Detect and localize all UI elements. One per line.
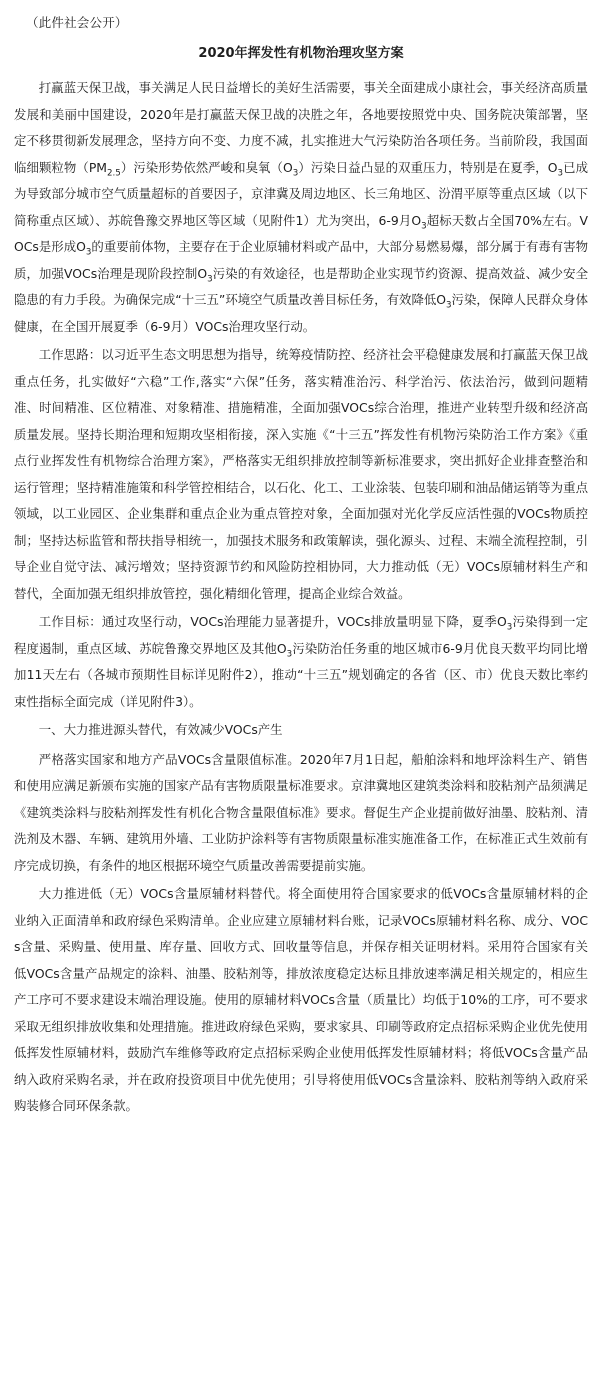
text-run: ）污染日益凸显的双重压力，特别是在夏季，O	[298, 159, 558, 175]
text-run: 严格落实国家和地方产品VOCs含量限值标准。2020年7月1日起，船舶涂料和地坪涂料生产、销售和使用应满足新颁布实施的国家产品有害物质限量标准要求。京津冀地区建筑类涂料和胶粘剂产品须满足《建筑类涂料与胶粘剂挥发性有机化合物含量限值标准》要求。督促生产企业提前做好油墨、胶粘剂、清洗剂及木器、车辆、建筑用外墙、工业防护涂料等有害物质限量标准实施准备工作，在标准正式生效前有序完成切换，有条件的地区根据环境空气质量改善需要提前实施。	[14, 751, 588, 873]
text-run: 工作目标：通过攻坚行动，VOCs治理能力显著提升，VOCs排放量明显下降，夏季O	[38, 614, 507, 629]
section-heading-1	[14, 717, 588, 744]
subscript: 3	[292, 167, 299, 178]
document-title: 2020年挥发性有机物治理攻坚方案	[198, 46, 404, 61]
text-run: 污染防治任务重的地区城市6-9月优良天数平均同比增加11天左右（各城市预期性目标详见附件2），推动“十三五”规划确定的各省（区、市）优良天数比率约束性指标全面完成（详见附件3）。	[14, 640, 588, 709]
subscript: 3	[85, 247, 92, 258]
text-run: 超标天数占全国70%左右。VOCs是形成O	[14, 212, 588, 254]
text-run: 大力推进低（无）VOCs含量原辅材料替代。将全面使用符合国家要求的低VOCs含量原辅材料的企业纳入正面清单和政府绿色采购清单。企业应建立原辅材料台账，记录VOCs原辅材料名称、成分、VOCs含量、采购量、使用量、库存量、回收方式、回收量等信息，并保存相关证明材料。采用符合国家有关低VOCs含量产品规定的涂料、油墨、胶粘剂等，排放浓度稳定达标且排放速率满足相关规定的，相应生产工序可不要求建设末端治理设施。使用的原辅材料VOCs含量（质量比）均低于10%的工序，可不要求采取无组织排放收集和处理措施。推进政府绿色采购，要求家具、印刷等政府定点招标采购企业优先使用低挥发性原辅材料，鼓励汽车维修等政府定点招标采购企业使用低挥发性原辅材料；将低VOCs含量产品纳入政府采购名录，并在政府投资项目中优先使用；引导将使用低VOCs含量涂料、胶粘剂等纳入政府采购装修合同环保条款。	[14, 886, 588, 1113]
subscript: 3	[207, 273, 213, 284]
text-run: 的重要前体物，主要存在于企业原辅材料或产品中，大部分易燃易爆，部分属于有毒有害物质，加强VOCs治理是现阶段控制O	[14, 239, 588, 281]
subscript: 3	[421, 220, 427, 231]
subscript: 3	[506, 622, 513, 633]
text-run: 污染，保障人民群众身体健康，在全国开展夏季（6-9月）VOCs治理攻坚行动。	[14, 292, 589, 334]
subscript: 3	[557, 167, 564, 178]
paragraph-work-goals	[14, 609, 588, 715]
paragraph-material-substitution	[14, 881, 588, 1120]
text-run: 打赢蓝天保卫战，事关满足人民日益增长的美好生活需要，事关全面建成小康社会，事关经济高质量发展和美丽中国建设，2020年是打赢蓝天保卫战的决胜之年，各地要按照党中央、国务院决策部署，坚定不移贯彻新发展理念，坚持方向不变、力度不减，扎实推进大气污染防治各项任务。当前阶段，我国面临细颗粒物（PM	[14, 80, 588, 175]
paragraph-work-approach	[14, 342, 588, 607]
public-notice: （此件社会公开）	[26, 15, 128, 30]
subscript: 3	[446, 300, 452, 311]
text-run: 污染的有效途径，也是帮助企业实现节约资源、提高效益、减少安全隐患的有力手段。为确保完成“十三五”环境空气质量改善目标任务，有效降低O	[14, 265, 589, 307]
subscript: 3	[286, 648, 293, 659]
text-run: 一、大力推进源头替代，有效减少VOCs产生	[38, 722, 283, 737]
text-run: 工作思路：以习近平生态文明思想为指导，统筹疫情防控、经济社会平稳健康发展和打赢蓝天保卫战重点任务，扎实做好“六稳”工作,落实“六保”任务，落实精准治污、科学治污、依法治污，做到问题精准、时间精准、区位精准、对象精准、措施精准，全面加强VOCs综合治理，推进产业转型升级和经济高质量发展。坚持长期治理和短期攻坚相衔接，深入实施《“十三五”挥发性有机物污染防治工作方案》《重点行业挥发性有机物综合治理方案》，严格落实无组织排放控制等新标准要求，突出抓好企业排查整治和运行管理；坚持精准施策和科学管控相结合，以石化、化工、工业涂装、包装印刷和油品储运销等为重点领域，以工业园区、企业集群和重点企业为重点管控对象，全面加强对光化学反应活性强的VOCs物质控制；坚持达标监管和帮扶指导相统一，加强技术服务和政策解读，强化源头、过程、末端全流程控制，引导企业自觉守法、减污增效；坚持资源节约和风险防控相协同，大力推动低（无）VOCs原辅材料生产和替代，全面加强无组织排放管控，强化精细化管理，提高企业综合效益。	[14, 347, 588, 601]
text-run: 污染得到一定程度遏制，重点区域、苏皖鲁豫交界地区及其他O	[14, 614, 588, 656]
paragraph-background	[14, 75, 588, 340]
subscript: 2.5	[107, 167, 121, 178]
paragraph-content-standards	[14, 747, 588, 880]
text-run: 已成为导致部分城市空气质量超标的首要因子，京津冀及周边地区、长三角地区、汾渭平原等重点区域（以下简称重点区域）、苏皖鲁豫交界地区等区域（见附件1）尤为突出，6-9月O	[14, 159, 588, 228]
text-run: ）污染形势依然严峻和臭氧（O	[120, 159, 293, 175]
